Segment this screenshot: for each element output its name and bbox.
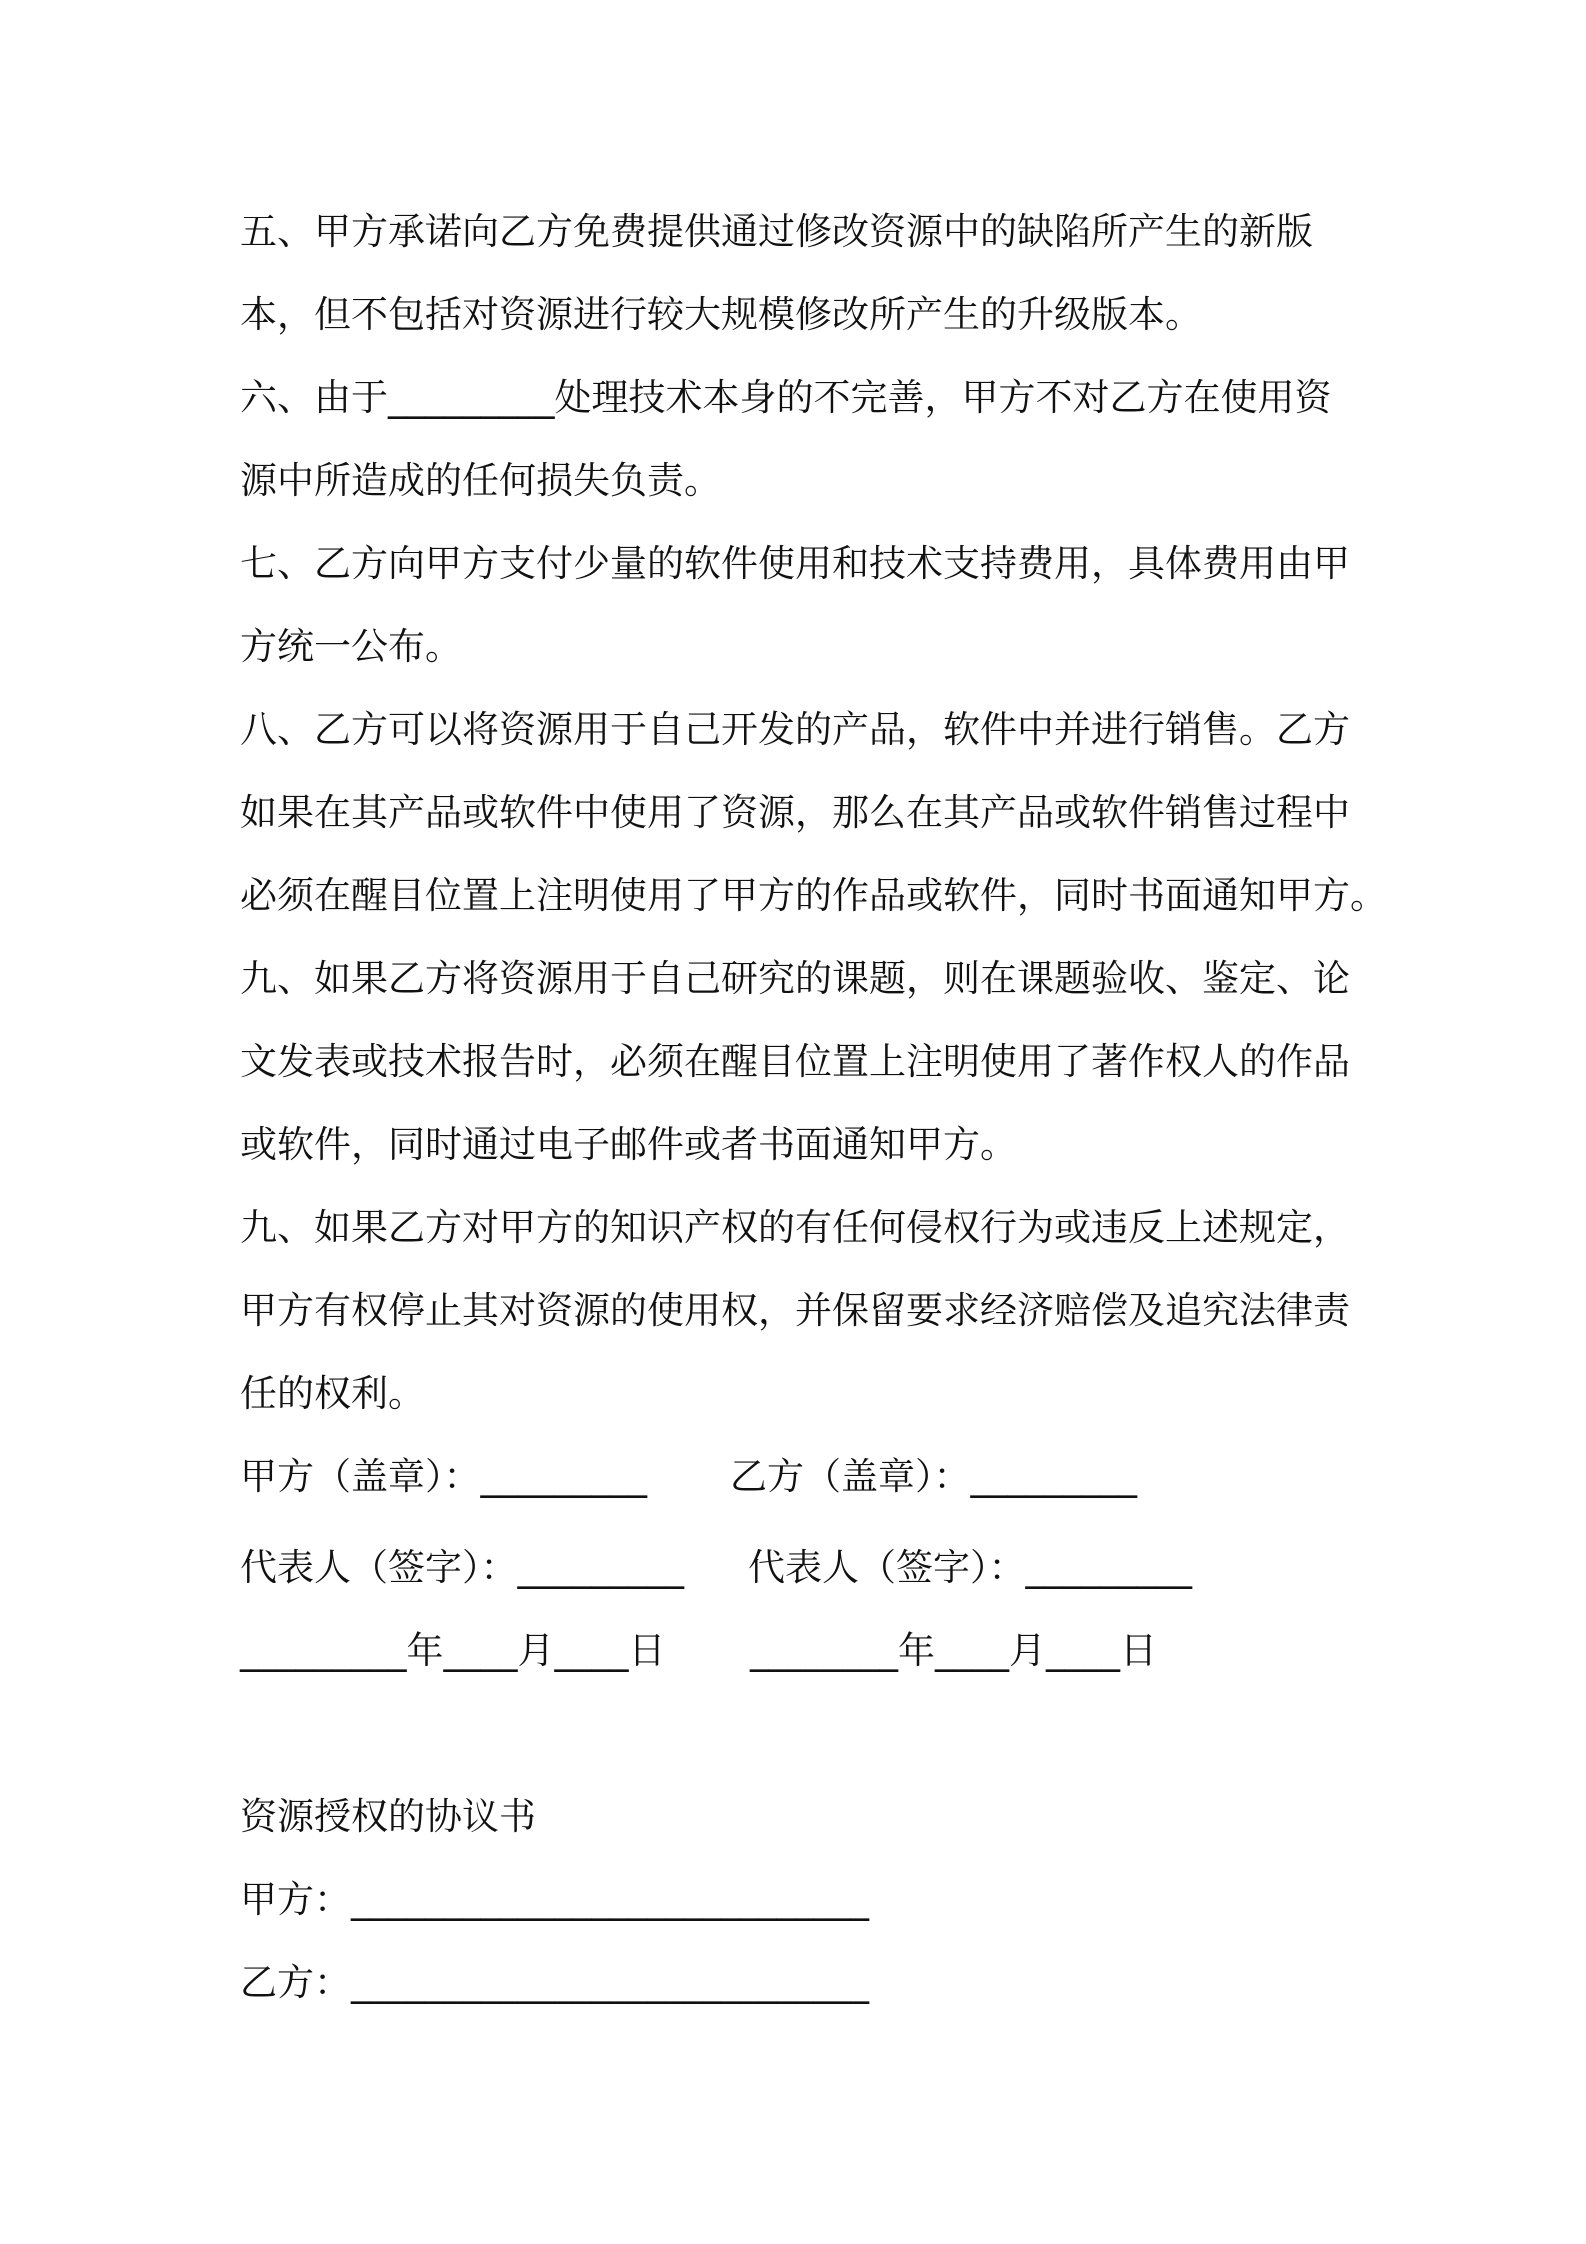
- clause-line: 八、乙方可以将资源用于自己开发的产品，软件中并进行销售。乙方: [240, 708, 1350, 751]
- clause-line: 五、甲方承诺向乙方免费提供通过修改资源中的缺陷所产生的新版: [240, 210, 1313, 253]
- party-a-seal: 甲方（盖章）：_________: [240, 1455, 647, 1498]
- party-b-representative: 代表人（签字）：_________: [748, 1546, 1192, 1589]
- clause-line: 源中所造成的任何损失负责。: [240, 459, 721, 502]
- agreement-title: 资源授权的协议书: [240, 1795, 536, 1838]
- clause-line: 必须在醒目位置上注明使用了甲方的作品或软件，同时书面通知甲方。: [240, 874, 1387, 917]
- clause-line: 七、乙方向甲方支付少量的软件使用和技术支持费用，具体费用由甲: [240, 542, 1350, 585]
- clause-line: 九、如果乙方将资源用于自己研究的课题，则在课题验收、鉴定、论: [240, 957, 1350, 1000]
- clause-line: 本，但不包括对资源进行较大规模修改所产生的升级版本。: [240, 293, 1202, 336]
- party-a-line: 甲方：____________________________: [240, 1878, 869, 1921]
- clause-line: 九、如果乙方对甲方的知识产权的有任何侵权行为或违反上述规定，: [240, 1206, 1350, 1249]
- party-b-line: 乙方：____________________________: [240, 1961, 869, 2004]
- clause-line: 任的权利。: [240, 1372, 425, 1415]
- clause-line: 方统一公布。: [240, 625, 462, 668]
- party-b-seal: 乙方（盖章）：_________: [730, 1455, 1137, 1498]
- clause-line: 或软件，同时通过电子邮件或者书面通知甲方。: [240, 1123, 1017, 1166]
- party-a-date: _________年____月____日: [240, 1629, 666, 1672]
- party-a-representative: 代表人（签字）：_________: [240, 1546, 684, 1589]
- clause-line: 文发表或技术报告时，必须在醒目位置上注明使用了著作权人的作品: [240, 1040, 1350, 1083]
- party-b-date: ________年____月____日: [750, 1629, 1157, 1672]
- clause-line: 如果在其产品或软件中使用了资源，那么在其产品或软件销售过程中: [240, 791, 1350, 834]
- clause-line: 甲方有权停止其对资源的使用权，并保留要求经济赔偿及追究法律责: [240, 1289, 1350, 1332]
- clause-line: 六、由于_________处理技术本身的不完善，甲方不对乙方在使用资: [240, 376, 1332, 419]
